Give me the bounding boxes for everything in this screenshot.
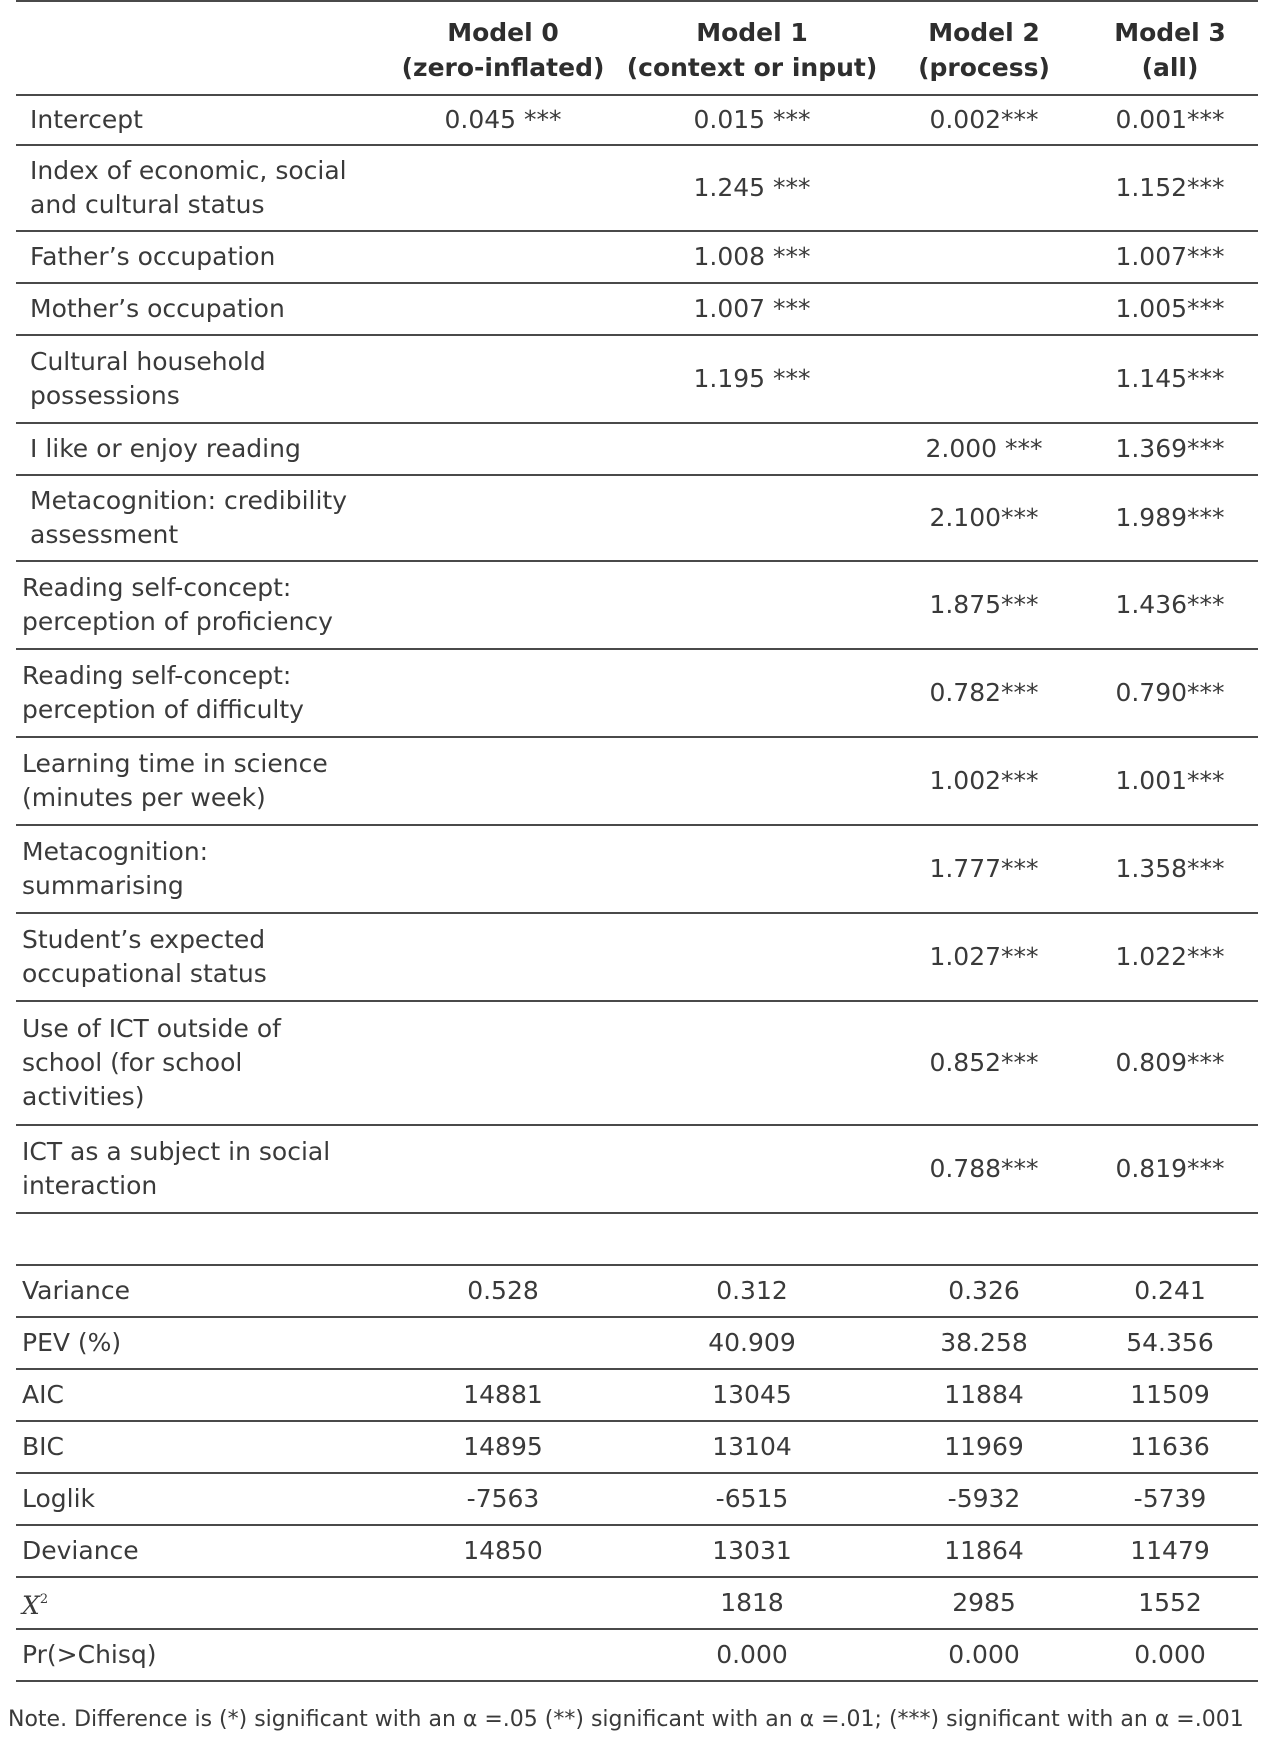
stat-model-2: 0.326 <box>886 1265 1082 1317</box>
cell-model-3: 1.001*** <box>1082 737 1258 825</box>
stat-label: PEV (%) <box>16 1317 388 1369</box>
cell-model-3: 1.369*** <box>1082 423 1258 475</box>
stat-model-0: 0.528 <box>388 1265 618 1317</box>
stats-row <box>16 1473 1258 1525</box>
cell-model-1 <box>618 737 886 825</box>
cell-model-0 <box>388 561 618 649</box>
cell-model-2 <box>886 335 1082 423</box>
stat-model-1: 1818 <box>618 1577 886 1629</box>
row-label: Student’s expected occupational status <box>16 913 388 1001</box>
cell-model-1 <box>618 475 886 561</box>
stat-label: Variance <box>16 1265 388 1317</box>
cell-model-2: 0.788*** <box>886 1125 1082 1213</box>
stat-model-1: 0.000 <box>618 1629 886 1681</box>
stat-label: AIC <box>16 1369 388 1421</box>
table-note: Note. Difference is (*) significant with an α =.05 (**) significant with an α =.01; (***) significant with an α =.001 <box>8 1707 1244 1732</box>
cell-model-3: 1.005*** <box>1082 283 1258 335</box>
table-row <box>16 649 1258 737</box>
cell-model-0 <box>388 649 618 737</box>
cell-model-1: 0.015 *** <box>618 95 886 145</box>
cell-model-1 <box>618 649 886 737</box>
table-row <box>16 231 1258 283</box>
stats-row <box>16 1317 1258 1369</box>
table-row <box>16 1001 1258 1125</box>
header-model-1: Model 1 (context or input) <box>618 1 886 95</box>
cell-model-0 <box>388 145 618 231</box>
cell-model-0: 0.045 *** <box>388 95 618 145</box>
stat-model-3: 11636 <box>1082 1421 1258 1473</box>
row-label: Reading self-concept: perception of difficulty <box>16 649 388 737</box>
table-row <box>16 737 1258 825</box>
results-table-container <box>16 0 1258 1682</box>
stats-row <box>16 1629 1258 1681</box>
header-model-2: Model 2 (process) <box>886 1 1082 95</box>
chi-square-symbol: $X^2$ <box>22 1591 49 1620</box>
stat-model-3: 0.000 <box>1082 1629 1258 1681</box>
cell-model-3: 0.790*** <box>1082 649 1258 737</box>
stat-model-0 <box>388 1317 618 1369</box>
stat-model-2: 38.258 <box>886 1317 1082 1369</box>
cell-model-1: 1.245 *** <box>618 145 886 231</box>
cell-model-1 <box>618 1125 886 1213</box>
cell-model-1 <box>618 913 886 1001</box>
row-label: Learning time in science (minutes per week) <box>16 737 388 825</box>
cell-model-1: 1.007 *** <box>618 283 886 335</box>
row-label: Use of ICT outside of school (for school activities) <box>16 1001 388 1125</box>
table-row <box>16 561 1258 649</box>
table-row <box>16 475 1258 561</box>
table-row <box>16 283 1258 335</box>
stat-model-0: 14881 <box>388 1369 618 1421</box>
stat-model-2: -5932 <box>886 1473 1082 1525</box>
cell-model-2: 1.002*** <box>886 737 1082 825</box>
cell-model-0 <box>388 913 618 1001</box>
stat-model-1: 13104 <box>618 1421 886 1473</box>
stat-label: Pr(>Chisq) <box>16 1629 388 1681</box>
cell-model-2: 0.852*** <box>886 1001 1082 1125</box>
table-row <box>16 825 1258 913</box>
stat-model-3: 1552 <box>1082 1577 1258 1629</box>
stat-model-3: 11479 <box>1082 1525 1258 1577</box>
cell-model-1: 1.008 *** <box>618 231 886 283</box>
stats-row <box>16 1369 1258 1421</box>
header-model-3: Model 3 (all) <box>1082 1 1258 95</box>
stat-model-2: 2985 <box>886 1577 1082 1629</box>
stats-row <box>16 1265 1258 1317</box>
table-row <box>16 1125 1258 1213</box>
stat-label: BIC <box>16 1421 388 1473</box>
cell-model-0 <box>388 737 618 825</box>
header-row <box>16 1 1258 95</box>
cell-model-2 <box>886 231 1082 283</box>
stat-model-3: 11509 <box>1082 1369 1258 1421</box>
cell-model-3: 1.007*** <box>1082 231 1258 283</box>
row-label: ICT as a subject in social interaction <box>16 1125 388 1213</box>
cell-model-3: 1.436*** <box>1082 561 1258 649</box>
stats-row <box>16 1525 1258 1577</box>
row-label: Mother’s occupation <box>16 283 388 335</box>
stat-model-2: 0.000 <box>886 1629 1082 1681</box>
stat-model-1: 0.312 <box>618 1265 886 1317</box>
cell-model-1 <box>618 825 886 913</box>
row-label: Father’s occupation <box>16 231 388 283</box>
cell-model-2 <box>886 145 1082 231</box>
stat-model-1: 13045 <box>618 1369 886 1421</box>
stat-label: Loglik <box>16 1473 388 1525</box>
regression-table <box>16 0 1258 1682</box>
stat-model-3: -5739 <box>1082 1473 1258 1525</box>
row-label: Cultural household possessions <box>16 335 388 423</box>
cell-model-0 <box>388 423 618 475</box>
stat-model-2: 11864 <box>886 1525 1082 1577</box>
stat-model-0 <box>388 1577 618 1629</box>
cell-model-2: 1.027*** <box>886 913 1082 1001</box>
row-label: Metacognition: credibility assessment <box>16 475 388 561</box>
header-model-0: Model 0 (zero-inflated) <box>388 1 618 95</box>
cell-model-3: 1.022*** <box>1082 913 1258 1001</box>
table-row <box>16 913 1258 1001</box>
cell-model-2 <box>886 283 1082 335</box>
row-label: I like or enjoy reading <box>16 423 388 475</box>
cell-model-2: 2.100*** <box>886 475 1082 561</box>
cell-model-3: 1.145*** <box>1082 335 1258 423</box>
cell-model-3: 0.819*** <box>1082 1125 1258 1213</box>
cell-model-3: 1.358*** <box>1082 825 1258 913</box>
row-label: Reading self-concept: perception of proficiency <box>16 561 388 649</box>
table-row <box>16 335 1258 423</box>
stat-model-2: 11969 <box>886 1421 1082 1473</box>
stat-label <box>16 1577 388 1629</box>
table-row <box>16 95 1258 145</box>
stats-row <box>16 1421 1258 1473</box>
row-label: Intercept <box>16 95 388 145</box>
cell-model-2: 1.875*** <box>886 561 1082 649</box>
cell-model-0 <box>388 335 618 423</box>
stat-model-3: 0.241 <box>1082 1265 1258 1317</box>
cell-model-0 <box>388 1001 618 1125</box>
stat-model-1: 40.909 <box>618 1317 886 1369</box>
stat-label: Deviance <box>16 1525 388 1577</box>
stat-model-1: 13031 <box>618 1525 886 1577</box>
stat-model-0 <box>388 1629 618 1681</box>
cell-model-0 <box>388 825 618 913</box>
cell-model-3: 1.989*** <box>1082 475 1258 561</box>
cell-model-2: 0.002*** <box>886 95 1082 145</box>
table-row <box>16 145 1258 231</box>
cell-model-1 <box>618 561 886 649</box>
header-empty <box>16 1 388 95</box>
cell-model-3: 1.152*** <box>1082 145 1258 231</box>
cell-model-1 <box>618 1001 886 1125</box>
cell-model-3: 0.001*** <box>1082 95 1258 145</box>
cell-model-1 <box>618 423 886 475</box>
cell-model-0 <box>388 283 618 335</box>
cell-model-0 <box>388 475 618 561</box>
cell-model-3: 0.809*** <box>1082 1001 1258 1125</box>
section-spacer <box>16 1213 1258 1265</box>
stat-model-0: -7563 <box>388 1473 618 1525</box>
stat-model-0: 14850 <box>388 1525 618 1577</box>
cell-model-2: 2.000 *** <box>886 423 1082 475</box>
cell-model-2: 1.777*** <box>886 825 1082 913</box>
stat-model-1: -6515 <box>618 1473 886 1525</box>
cell-model-0 <box>388 231 618 283</box>
stat-model-3: 54.356 <box>1082 1317 1258 1369</box>
cell-model-2: 0.782*** <box>886 649 1082 737</box>
table-row <box>16 423 1258 475</box>
stats-row <box>16 1577 1258 1629</box>
cell-model-1: 1.195 *** <box>618 335 886 423</box>
row-label: Index of economic, social and cultural status <box>16 145 388 231</box>
row-label: Metacognition: summarising <box>16 825 388 913</box>
stat-model-0: 14895 <box>388 1421 618 1473</box>
stat-model-2: 11884 <box>886 1369 1082 1421</box>
cell-model-0 <box>388 1125 618 1213</box>
